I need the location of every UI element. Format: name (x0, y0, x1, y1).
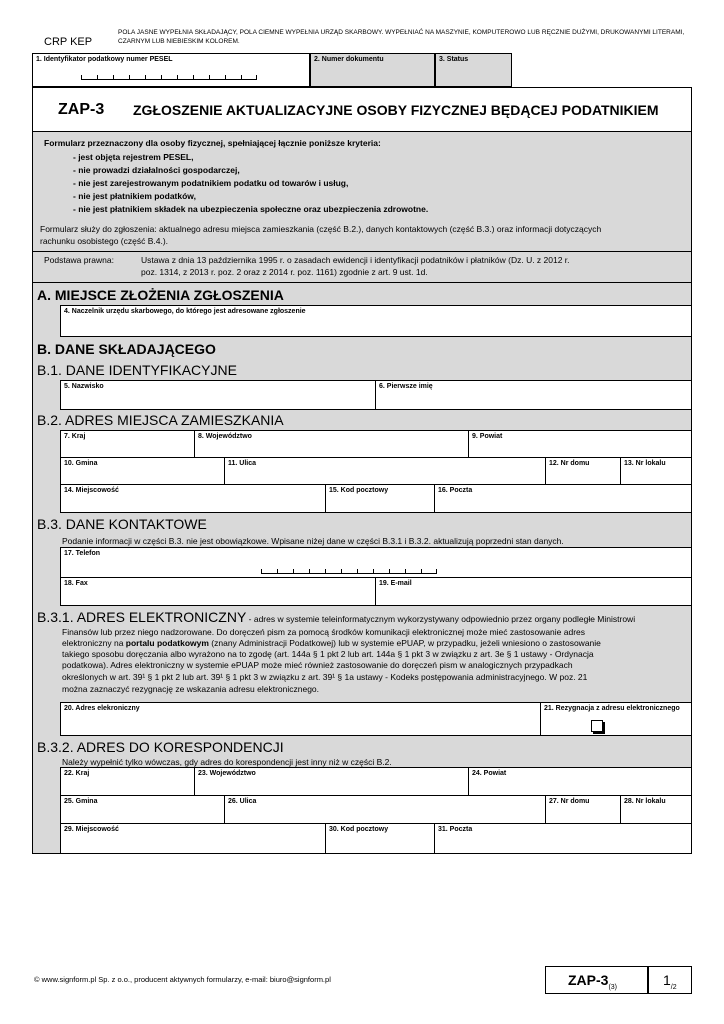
field-23-label: 23. Województwo (198, 770, 256, 777)
field-4-tax-office[interactable] (60, 305, 692, 337)
field-28-apartment-number[interactable] (620, 795, 692, 824)
field-31-post-office[interactable] (434, 823, 692, 854)
criteria-item-2: - nie prowadzi działalności gospodarczej, (73, 165, 240, 175)
b31-line-2: Finansów lub przez niego nadzorowane. Do doręczeń pism za pomocą środków komunikacji elektronicznej może mieć zastosowanie adres (62, 627, 586, 637)
field-10-label: 10. Gmina (64, 460, 98, 467)
field-9-label: 9. Powiat (472, 433, 503, 440)
footer-page-number: 1 (663, 972, 671, 988)
section-b32-note: Należy wypełnić tylko wówczas, gdy adres do korespondencji jest inny niż w części B.2. (62, 757, 392, 767)
field-21-resign-electronic[interactable] (540, 702, 692, 736)
field-8-label: 8. Województwo (198, 433, 252, 440)
field-9-county[interactable] (468, 430, 692, 458)
field-30-label: 30. Kod pocztowy (329, 826, 389, 833)
section-b3-title: B.3. DANE KONTAKTOWE (37, 516, 207, 532)
field-24-county[interactable] (468, 767, 692, 796)
field-29-label: 29. Miejscowość (64, 826, 119, 833)
criteria-item-4: - nie jest płatnikiem podatków, (73, 191, 196, 201)
field-1-pesel[interactable] (32, 53, 310, 87)
footer-page (663, 972, 677, 991)
field-22-country[interactable] (60, 767, 195, 796)
field-14-label: 14. Miejscowość (64, 487, 119, 494)
b31-portal-bold: portalu podatkowym (125, 638, 209, 648)
footer-copyright: © www.signform.pl Sp. z o.o., producent aktywnych formularzy, e-mail: biuro@signform.pl (34, 975, 331, 984)
criteria-item-5: - nie jest płatnikiem składek na ubezpieczenia społeczne oraz ubezpieczenia zdrowotne. (73, 204, 429, 214)
crp-kep-label: CRP KEP (44, 36, 93, 48)
field-1-label: 1. Identyfikator podatkowy numer PESEL (36, 56, 173, 63)
criteria-item-3: - nie jest zarejestrowanym podatnikiem podatku od towarów i usług, (73, 178, 349, 188)
field-19-email[interactable] (375, 577, 692, 606)
form-code: ZAP-3 (58, 101, 105, 118)
section-a-title: A. MIEJSCE ZŁOŻENIA ZGŁOSZENIA (37, 287, 284, 303)
field-12-label: 12. Nr domu (549, 460, 590, 467)
section-b31-title: B.3.1. ADRES ELEKTRONICZNY (37, 609, 247, 625)
b31-line-7: można zaznaczyć rezygnację ze wskazania adresu elektronicznego. (62, 684, 320, 694)
field-3-status (435, 53, 512, 87)
footer-code: ZAP-3 (568, 972, 609, 988)
section-b1-title: B.1. DANE IDENTYFIKACYJNE (37, 362, 237, 378)
field-27-label: 27. Nr domu (549, 798, 590, 805)
field-20-label: 20. Adres elekroniczny (64, 705, 140, 712)
field-4-label: 4. Naczelnik urzędu skarbowego, do którego jest adresowane zgłoszenie (64, 308, 306, 315)
field-25-label: 25. Gmina (64, 798, 98, 805)
b31-line-6: określonych w art. 39¹ § 1 pkt 2 lub art. 39¹ § 1 pkt 3 w związku z art. 39¹ § 1a ustawy - Kodeks postępowania administracyjnego. W poz. 21 (62, 672, 588, 682)
field-18-fax[interactable] (60, 577, 376, 606)
field-24-label: 24. Powiat (472, 770, 507, 777)
b31-line-4: takiego sposobu doręczania albo wyrażono na to zgodę (art. 144a § 1 pkt 2 lub art. 144a § 1 pkt 3 w związku z art. 3e § 1 ustawy - Ordynacja (62, 649, 594, 659)
field-31-label: 31. Poczta (438, 826, 473, 833)
field-29-city[interactable] (60, 823, 326, 854)
field-13-label: 13. Nr lokalu (624, 460, 666, 467)
divider-legal (33, 251, 691, 252)
section-b31-heading (37, 609, 687, 627)
field-19-label: 19. E-mail (379, 580, 412, 587)
divider-a (33, 282, 691, 283)
field-11-street[interactable] (224, 457, 546, 485)
legal-basis-line-1: Ustawa z dnia 13 października 1995 r. o zasadach ewidencji i identyfikacji podatników i płatników (Dz. U. z 2012 r. (141, 255, 570, 265)
section-b32-title: B.3.2. ADRES DO KORESPONDENCJI (37, 739, 284, 755)
field-18-label: 18. Fax (64, 580, 88, 587)
field-12-house-number[interactable] (545, 457, 621, 485)
field-2-label: 2. Numer dokumentu (314, 56, 384, 63)
field-6-label: 6. Pierwsze imię (379, 383, 433, 390)
title-block (33, 88, 691, 132)
phone-comb (261, 570, 437, 574)
field-7-country[interactable] (60, 430, 195, 458)
field-14-city[interactable] (60, 484, 326, 513)
section-b-title: B. DANE SKŁADAJĄCEGO (37, 341, 216, 357)
legal-basis-label: Podstawa prawna: (44, 255, 114, 265)
field-3-label: 3. Status (439, 56, 469, 63)
criteria-item-1: - jest objęta rejestrem PESEL, (73, 152, 194, 162)
legal-basis-line-2: poz. 1314, z 2013 r. poz. 2 oraz z 2014 r. poz. 1161) zgodnie z art. 9 ust. 1d. (141, 267, 428, 277)
b31-line-5: podatkowa). Adres elektroniczny w systemie ePUAP może mieć również zastosowanie do doręczeń pism w analogicznych przypadkach (62, 660, 573, 670)
field-25-commune[interactable] (60, 795, 225, 824)
field-8-voivodeship[interactable] (194, 430, 469, 458)
b31-line-3 (62, 638, 601, 649)
field-22-label: 22. Kraj (64, 770, 90, 777)
field-26-label: 26. Ulica (228, 798, 257, 805)
field-10-commune[interactable] (60, 457, 225, 485)
b31-line-3c: (znany Administracji Podatkowej) lub w systemie ePUAP, w przypadku, jeżeli wniesiono o zastosowanie (208, 638, 601, 648)
footer-form-code-box (545, 966, 648, 994)
field-17-label: 17. Telefon (64, 550, 101, 557)
field-20-electronic-address[interactable] (60, 702, 541, 736)
purpose-line-1: Formularz służy do zgłoszenia: aktualnego adresu miejsca zamieszkania (część B.2.), danych kontaktowych (część B.3.) oraz informacji dotyczących (40, 224, 602, 234)
resign-checkbox[interactable] (591, 720, 603, 732)
footer-form-code (568, 972, 617, 991)
section-b2-title: B.2. ADRES MIEJSCA ZAMIESZKANIA (37, 412, 284, 428)
footer-page-box (648, 966, 692, 994)
form-title: ZGŁOSZENIE AKTUALIZACYJNE OSOBY FIZYCZNEJ BĘDĄCEJ PODATNIKIEM (133, 102, 659, 118)
field-5-surname[interactable] (60, 380, 376, 410)
field-13-apartment-number[interactable] (620, 457, 692, 485)
criteria-intro: Formularz przeznaczony dla osoby fizycznej, spełniającej łącznie poniższe kryteria: (44, 138, 381, 148)
field-23-voivodeship[interactable] (194, 767, 469, 796)
field-15-postal-code[interactable] (325, 484, 435, 513)
field-16-post-office[interactable] (434, 484, 692, 513)
footer-version: (3) (608, 984, 618, 992)
field-28-label: 28. Nr lokalu (624, 798, 666, 805)
pesel-comb (81, 76, 257, 80)
field-15-label: 15. Kod pocztowy (329, 487, 389, 494)
field-16-label: 16. Poczta (438, 487, 473, 494)
section-b31-desc-lead: - adres w systemie teleinformatycznym wykorzystywany odpowiednio przez organy podległe Ministrowi (246, 614, 636, 624)
section-b3-note: Podanie informacji w części B.3. nie jest obowiązkowe. Wpisane niżej dane w części B.3.1 i B.3.2. aktualizują poprzedni stan danych. (62, 536, 564, 546)
field-17-phone[interactable] (60, 547, 692, 578)
purpose-line-2: rachunku osobistego (część B.4.). (40, 236, 169, 246)
field-2-document-number (310, 53, 435, 87)
field-11-label: 11. Ulica (228, 460, 257, 467)
field-30-postal-code[interactable] (325, 823, 435, 854)
field-26-street[interactable] (224, 795, 546, 824)
field-6-first-name[interactable] (375, 380, 692, 410)
field-7-label: 7. Kraj (64, 433, 86, 440)
footer-page-count: /2 (670, 984, 677, 992)
field-21-label: 21. Rezygnacja z adresu elektronicznego (544, 705, 680, 712)
b31-line-3a: elektroniczny na (62, 638, 126, 648)
fill-instructions: POLA JASNE WYPEŁNIA SKŁADAJĄCY, POLA CIEMNE WYPEŁNIA URZĄD SKARBOWY. WYPEŁNIAĆ NA MASZYNIE, KOMPUTEROWO LUB RĘCZNIE DUŻYMI, DRUKOWANYMI LITERAMI, CZARNYM LUB NIEBIESKIM KOLOREM. (118, 29, 685, 45)
field-5-label: 5. Nazwisko (64, 383, 104, 390)
field-27-house-number[interactable] (545, 795, 621, 824)
